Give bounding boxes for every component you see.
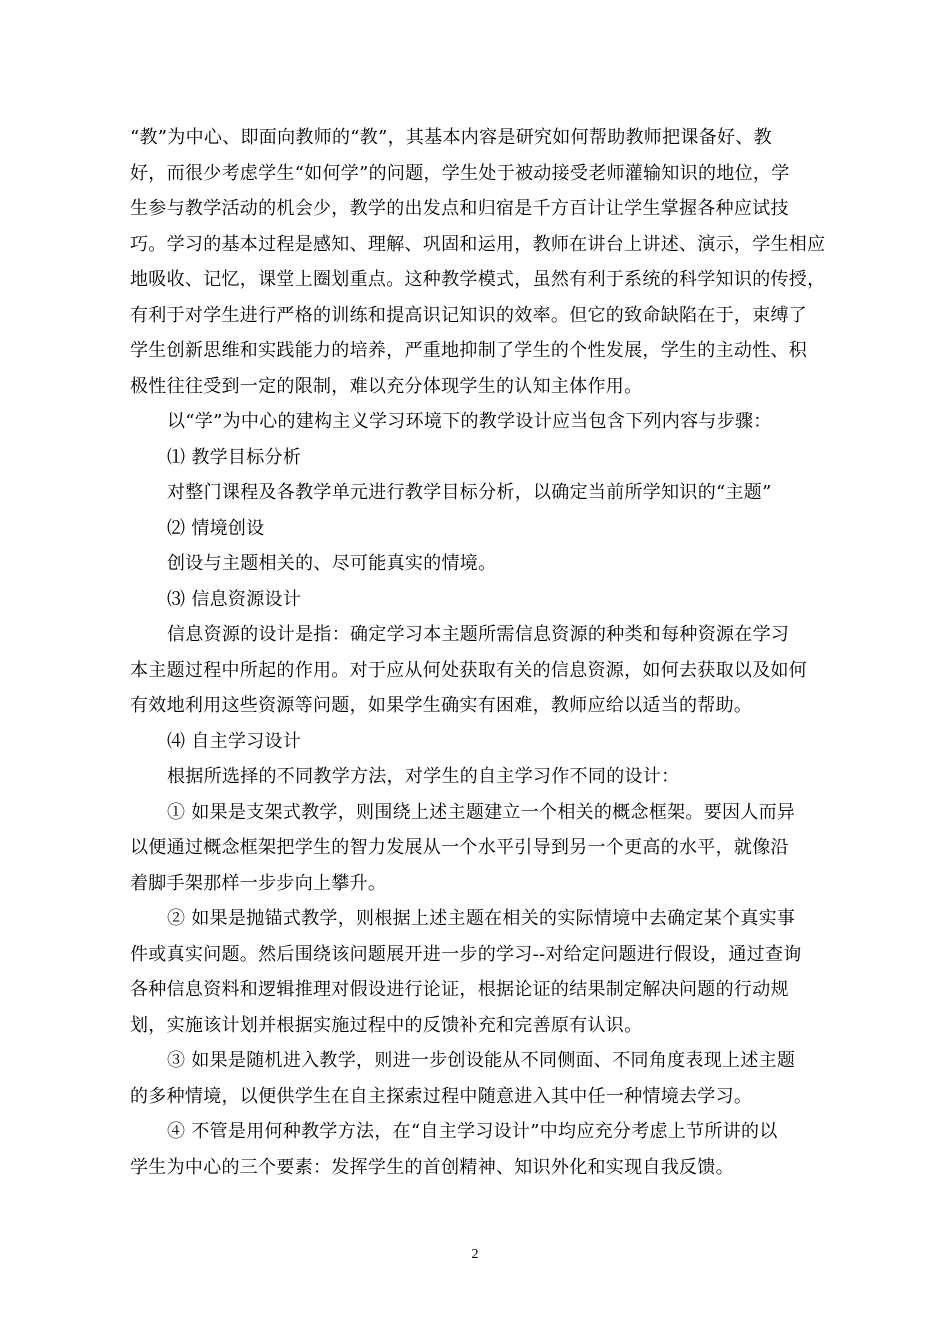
text-line: 各种信息资料和逻辑推理对假设进行论证，根据论证的结果制定解决问题的行动规 (130, 979, 789, 1000)
text-line: 学生创新思维和实践能力的培养，严重地抑制了学生的个性发展，学生的主动性、积 (130, 340, 808, 361)
text-line: 创设与主题相关的、尽可能真实的情境。 (167, 553, 497, 574)
text-line: 以便通过概念框架把学生的智力发展从一个水平引导到另一个更高的水平，就像沿 (130, 837, 789, 858)
text-line: 有效地利用这些资源等问题，如果学生确实有困难，教师应给以适当的帮助。 (130, 695, 753, 716)
text-line: 极性往往受到一定的限制，难以充分体现学生的认知主体作用。 (130, 375, 643, 397)
text-line: ③ 如果是随机进入教学，则进一步创设能从不同侧面、不同角度表现上述主题 (167, 1050, 796, 1071)
page-number: 2 (471, 1247, 479, 1262)
text-line: 的多种情境，以便供学生在自主探索过程中随意进入其中任一种情境去学习。 (130, 1085, 753, 1107)
text-line: 划，实施该计划并根据实施过程中的反馈补充和完善原有认识。 (130, 1014, 643, 1036)
text-line: ⑶ 信息资源设计 (167, 588, 302, 610)
text-line: 学生为中心的三个要素：发挥学生的首创精神、知识外化和实现自我反馈。 (130, 1156, 734, 1178)
text-line: 巧。学习的基本过程是感知、理解、巩固和运用，教师在讲台上讲述、演示，学生相应 (130, 233, 826, 255)
text-line: 着脚手架那样一步步向上攀升。 (130, 872, 387, 894)
text-line: ④ 不管是用何种教学方法，在“自主学习设计”中均应充分考虑上节所讲的以 (167, 1121, 778, 1142)
text-line: 以“学”为中心的建构主义学习环境下的教学设计应当包含下列内容与步骤： (167, 411, 772, 432)
text-line: ② 如果是抛锚式教学，则根据上述主题在相关的实际情境中去确定某个真实事 (167, 908, 796, 929)
text-line: 有利于对学生进行严格的训练和提高识记知识的效率。但它的致命缺陷在于，束缚了 (130, 304, 808, 326)
text-line: ⑴ 教学目标分析 (167, 446, 302, 468)
text-line: “教”为中心、即面向教师的“教”，其基本内容是研究如何帮助教师把课备好、教 (130, 127, 772, 148)
text-line: 对整门课程及各教学单元进行教学目标分析，以确定当前所学知识的“主题” (167, 482, 772, 503)
text-line: ① 如果是支架式教学，则围绕上述主题建立一个相关的概念框架。要因人而异 (167, 801, 796, 823)
text-line: 信息资源的设计是指：确定学习本主题所需信息资源的种类和每种资源在学习 (167, 624, 790, 645)
body-text (130, 120, 830, 1185)
text-line: 地吸收、记忆，课堂上圈划重点。这种教学模式，虽然有利于系统的科学知识的传授， (130, 269, 826, 290)
text-line: 本主题过程中所起的作用。对于应从何处获取有关的信息资源，如何去获取以及如何 (130, 659, 808, 681)
text-line: 生参与教学活动的机会少，教学的出发点和归宿是千方百计让学生掌握各种应试技 (130, 198, 789, 219)
text-line: ⑵ 情境创设 (167, 517, 265, 539)
text-line: 根据所选择的不同教学方法，对学生的自主学习作不同的设计： (167, 766, 680, 787)
text-line: ⑷ 自主学习设计 (167, 730, 302, 752)
text-line: 好，而很少考虑学生“如何学”的问题，学生处于被动接受老师灌输知识的地位，学 (130, 162, 790, 184)
text-line: 件或真实问题。然后围绕该问题展开进一步的学习--对给定问题进行假设，通过查询 (130, 943, 802, 965)
